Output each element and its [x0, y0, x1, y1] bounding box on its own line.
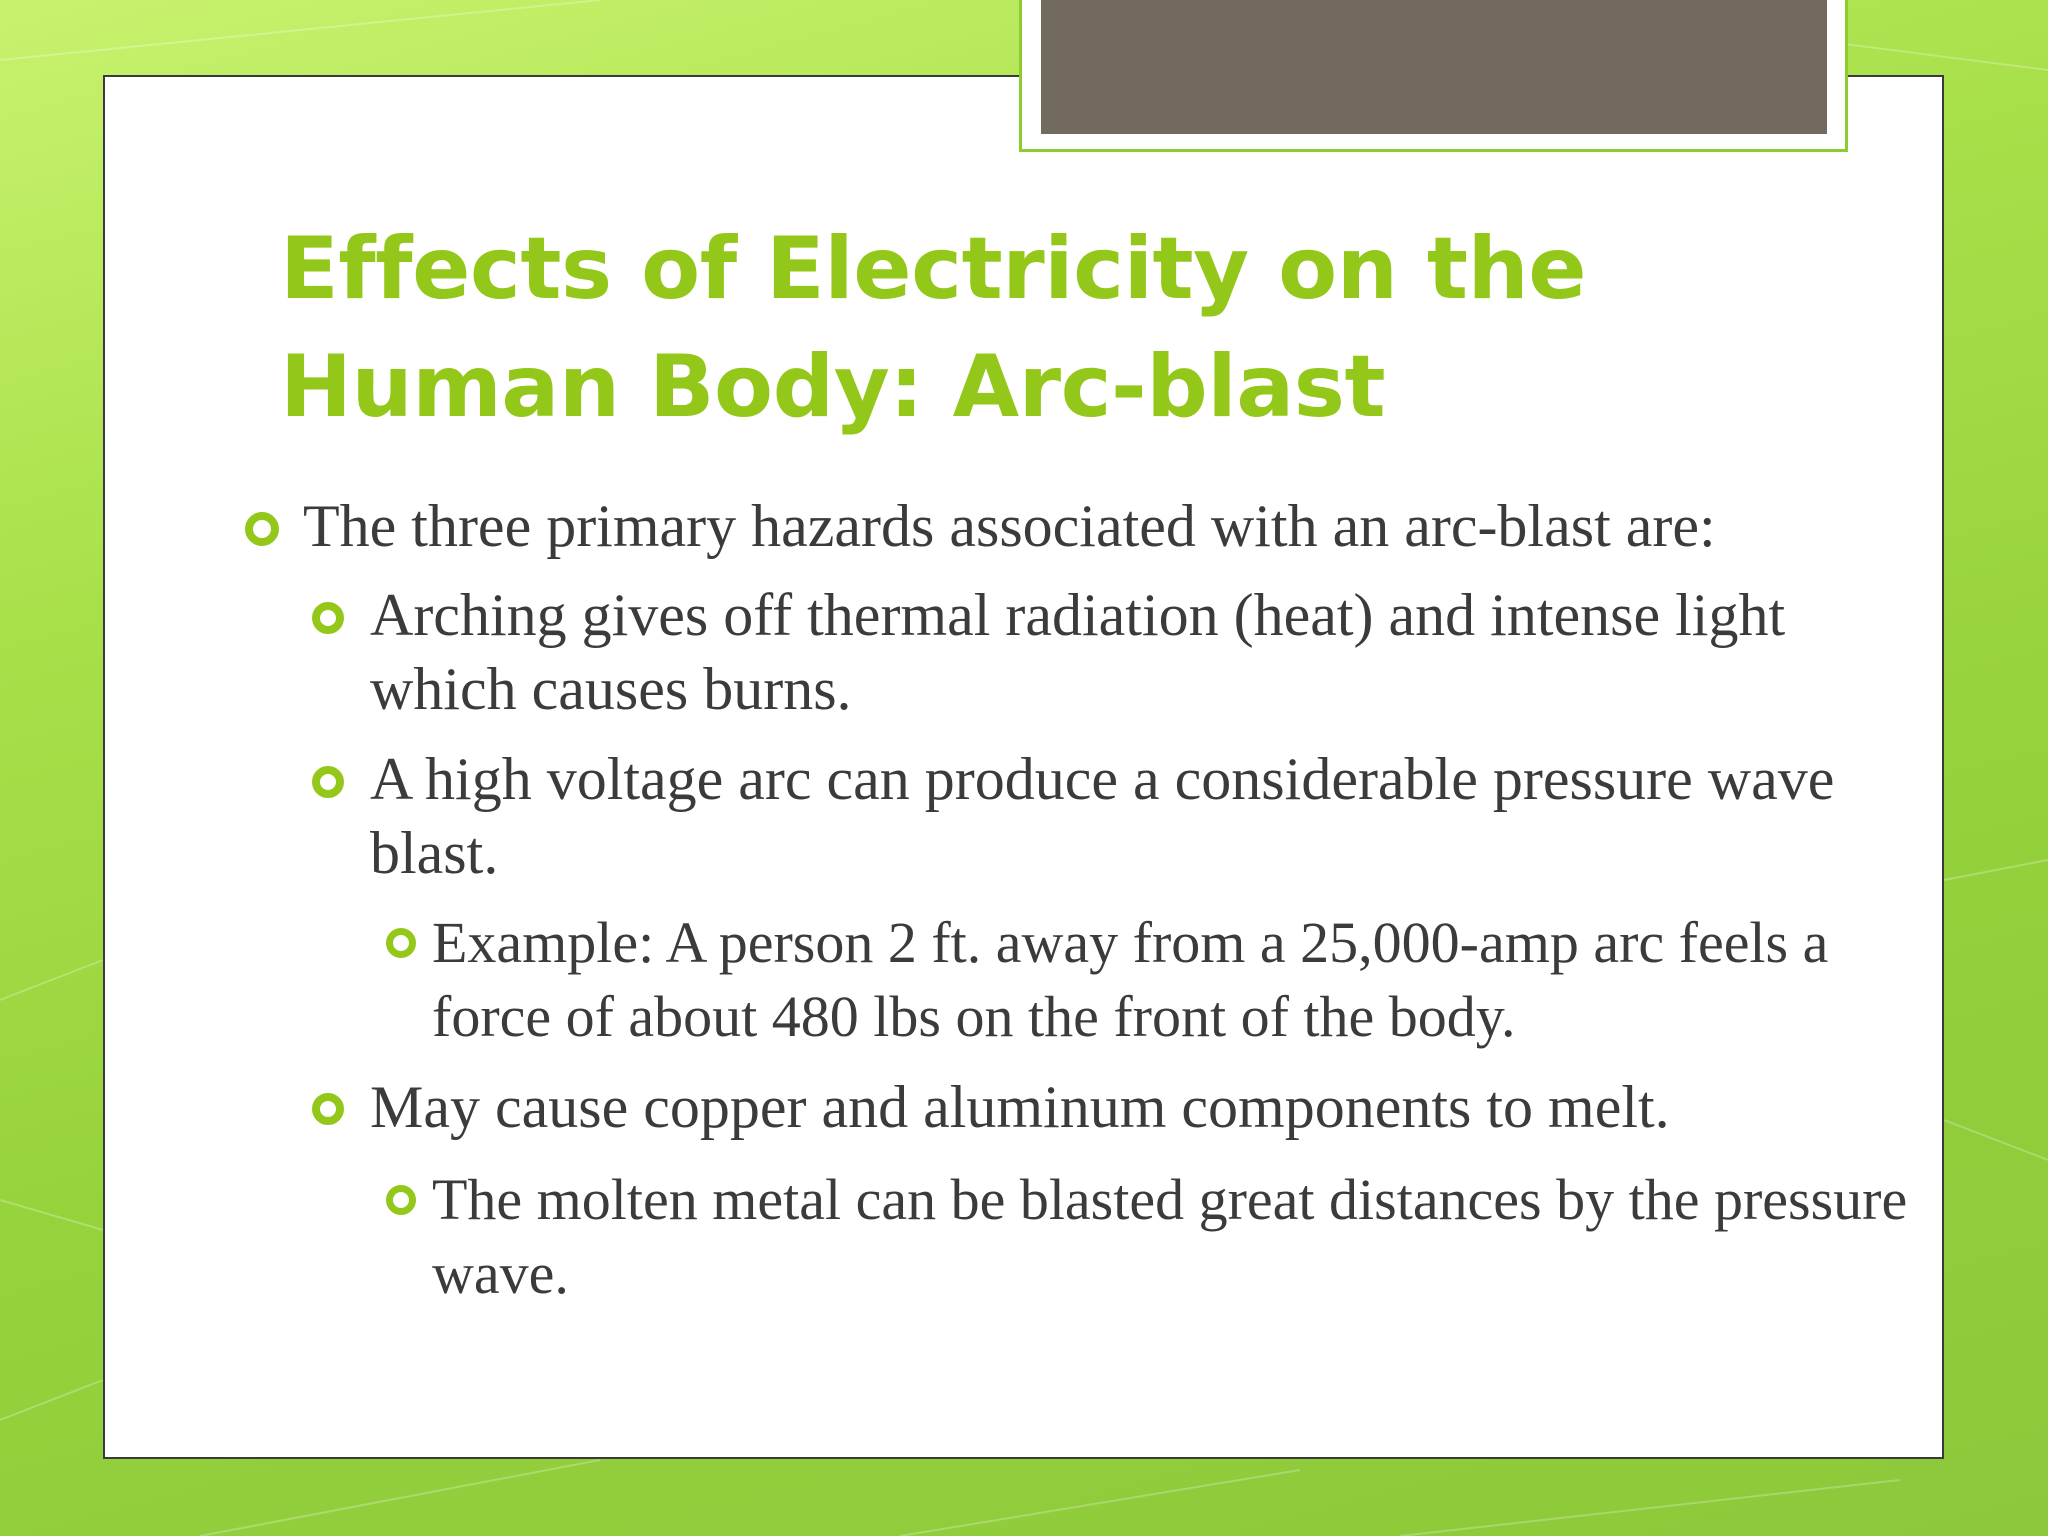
ring-bullet-icon [386, 928, 416, 958]
slide-title-line-2: Human Body: Arc-blast [280, 337, 1386, 437]
bullet-item-4: Example: A person 2 ft. away from a 25,000-amp arc feels a force of about 480 lbs on the front of the body. [432, 910, 1829, 1049]
bullet-item-3: A high voltage arc can produce a considerable pressure wave blast. [370, 746, 1835, 886]
ring-bullet-icon [245, 512, 279, 546]
ring-bullet-icon [386, 1185, 416, 1215]
ring-bullet-icon [312, 766, 344, 798]
bullet-item-2: Arching gives off thermal radiation (heat) and intense light which causes burns. [370, 582, 1786, 722]
bullet-item-5: May cause copper and aluminum components to melt. [370, 1074, 1670, 1140]
slide-title [280, 210, 1780, 446]
ring-bullet-icon [312, 602, 344, 634]
header-tab-block [1041, 0, 1827, 134]
ring-bullet-icon [312, 1093, 344, 1125]
bullet-item-6: The molten metal can be blasted great distances by the pressure wave. [432, 1167, 1908, 1306]
slide-title-line-1: Effects of Electricity on the [280, 219, 1587, 319]
bullet-item-1: The three primary hazards associated with an arc-blast are: [303, 493, 1716, 559]
